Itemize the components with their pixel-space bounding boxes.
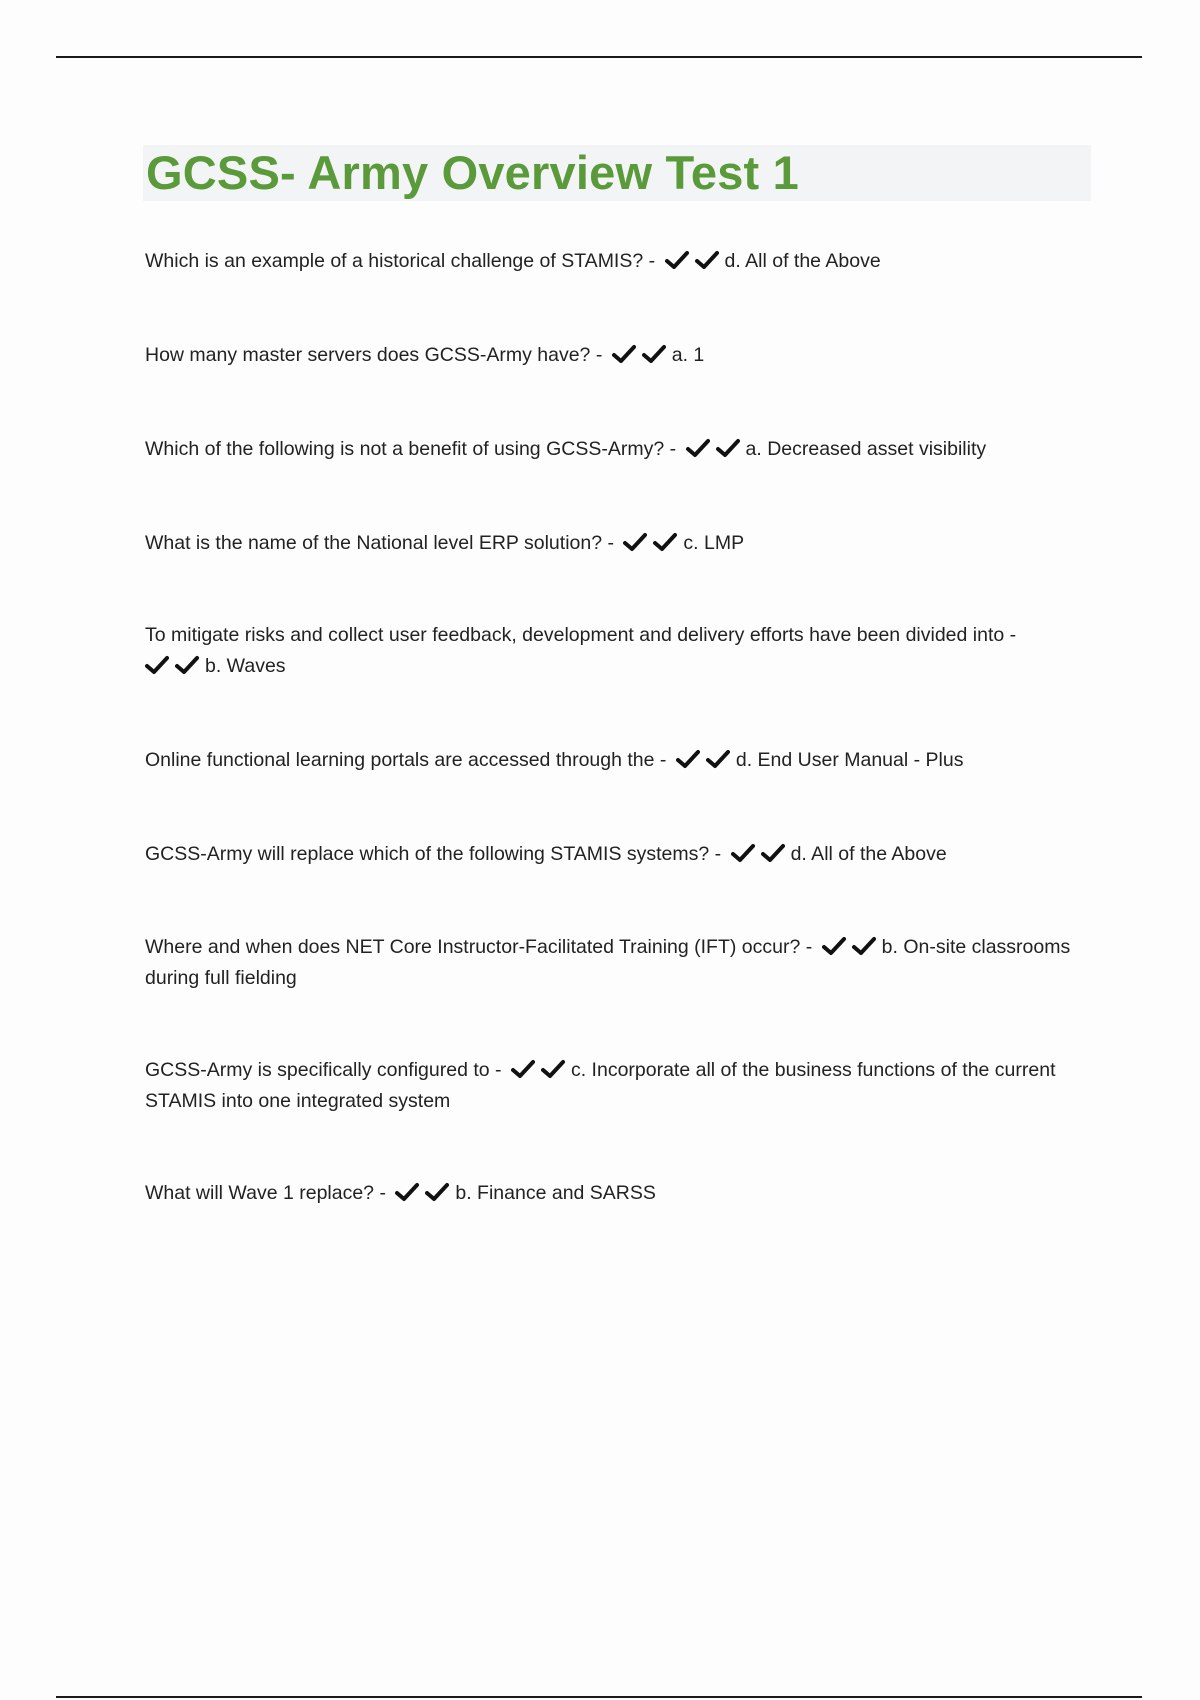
answer-text: b. On-site classrooms during full fielding bbox=[145, 936, 1071, 989]
check-icon bbox=[852, 936, 876, 956]
check-icon bbox=[623, 532, 647, 552]
check-icon bbox=[731, 843, 755, 863]
answer-text: a. 1 bbox=[671, 344, 705, 366]
answer-text: c. LMP bbox=[683, 532, 745, 554]
check-icon bbox=[761, 843, 785, 863]
check-icon bbox=[145, 655, 169, 675]
qa-item bbox=[145, 1178, 1095, 1209]
page-title: GCSS- Army Overview Test 1 bbox=[146, 146, 800, 199]
check-icon bbox=[395, 1182, 419, 1202]
qa-item bbox=[145, 620, 1095, 682]
separator: - bbox=[495, 1059, 502, 1081]
separator: - bbox=[648, 250, 656, 272]
question-text: Where and when does NET Core Instructor-Facilitated Training (IFT) occur? bbox=[145, 936, 801, 958]
check-icon bbox=[612, 344, 636, 364]
check-icon bbox=[425, 1182, 449, 1202]
qa-item bbox=[145, 745, 1095, 776]
separator: - bbox=[805, 936, 813, 958]
question-text: What will Wave 1 replace? bbox=[145, 1182, 375, 1204]
question-text: GCSS-Army is specifically configured to bbox=[145, 1059, 490, 1081]
answer-text: a. Decreased asset visibility bbox=[745, 438, 987, 460]
check-icon bbox=[822, 936, 846, 956]
top-rule bbox=[56, 56, 1142, 58]
bottom-rule bbox=[56, 1696, 1142, 1698]
question-text: What is the name of the National level ERP solution? bbox=[145, 532, 603, 554]
qa-item bbox=[145, 1055, 1095, 1117]
qa-item bbox=[145, 932, 1095, 994]
separator: - bbox=[659, 749, 667, 771]
check-icon bbox=[653, 532, 677, 552]
check-icon bbox=[642, 344, 666, 364]
qa-item bbox=[145, 434, 1095, 465]
check-icon bbox=[706, 749, 730, 769]
question-text: Which is an example of a historical challenge of STAMIS? bbox=[145, 250, 644, 272]
answer-text: d. All of the Above bbox=[790, 843, 947, 865]
separator: - bbox=[714, 843, 722, 865]
separator: - bbox=[1009, 624, 1017, 646]
check-icon bbox=[695, 250, 719, 270]
check-icon bbox=[541, 1059, 565, 1079]
question-text: How many master servers does GCSS-Army have? bbox=[145, 344, 591, 366]
question-text: Which of the following is not a benefit of using GCSS-Army? bbox=[145, 438, 665, 460]
question-text: Online functional learning portals are accessed through the bbox=[145, 749, 655, 771]
separator: - bbox=[595, 344, 603, 366]
qa-item bbox=[145, 246, 1095, 277]
check-icon bbox=[676, 749, 700, 769]
separator: - bbox=[379, 1182, 386, 1204]
check-icon bbox=[511, 1059, 535, 1079]
answer-text: d. End User Manual - Plus bbox=[735, 749, 964, 771]
answer-text: b. Finance and SARSS bbox=[455, 1182, 656, 1204]
separator: - bbox=[669, 438, 677, 460]
separator: - bbox=[607, 532, 614, 554]
answer-text: c. Incorporate all of the business functions of the current STAMIS into one integrated system bbox=[145, 1059, 1056, 1112]
check-icon bbox=[175, 655, 199, 675]
qa-item bbox=[145, 340, 1095, 371]
question-text: GCSS-Army will replace which of the following STAMIS systems? bbox=[145, 843, 710, 865]
question-text: To mitigate risks and collect user feedback, development and delivery efforts have been divided into bbox=[145, 624, 1005, 646]
qa-item bbox=[145, 839, 1095, 870]
qa-item bbox=[145, 528, 1095, 559]
check-icon bbox=[686, 438, 710, 458]
answer-text: d. All of the Above bbox=[724, 250, 881, 272]
check-icon bbox=[665, 250, 689, 270]
check-icon bbox=[716, 438, 740, 458]
answer-text: b. Waves bbox=[205, 655, 286, 677]
